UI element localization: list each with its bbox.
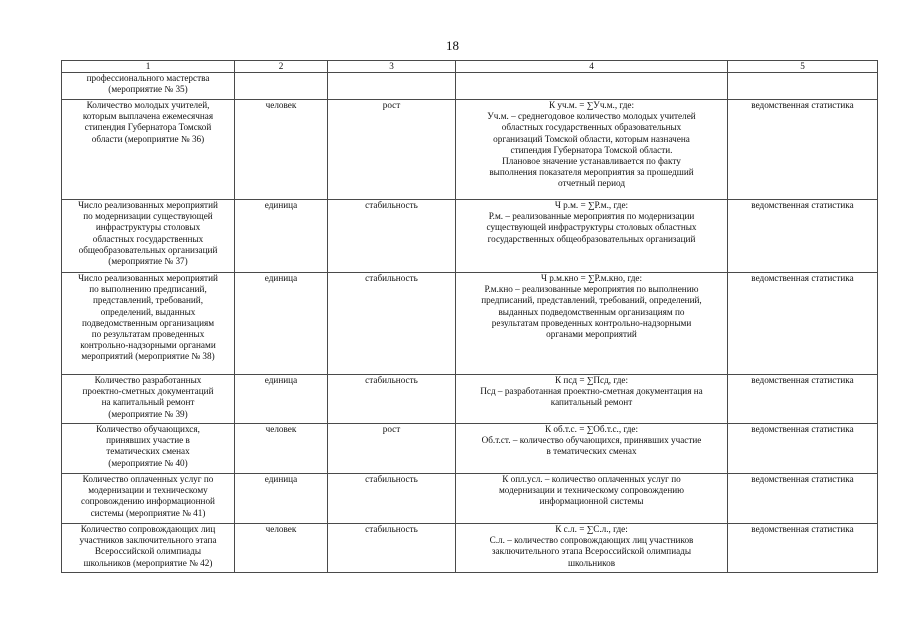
- column-number-4: 4: [456, 61, 728, 73]
- unit: единица: [235, 273, 328, 375]
- indicator-name: Количество сопровождающих лиц участников заключительного этапа Всероссийской олимпиады школьников (мероприятие № 42): [62, 524, 235, 573]
- table-row: [62, 524, 878, 573]
- unit: единица: [235, 375, 328, 424]
- column-number-1: 1: [62, 61, 235, 73]
- source: ведомственная статистика: [728, 524, 878, 573]
- source: ведомственная статистика: [728, 424, 878, 474]
- formula: К псд = ∑Псд, где: Псд – разработанная проектно-сметная документация на капитальный ремонт: [456, 375, 728, 424]
- trend: стабильность: [328, 524, 456, 573]
- source: ведомственная статистика: [728, 474, 878, 524]
- indicators-table: [61, 60, 878, 573]
- formula: [456, 73, 728, 100]
- table-row: [62, 424, 878, 474]
- indicator-name: Количество обучающихся, принявших участие в тематических сменах (мероприятие № 40): [62, 424, 235, 474]
- table-row: [62, 100, 878, 200]
- column-number-3: 3: [328, 61, 456, 73]
- table-row: [62, 273, 878, 375]
- unit: человек: [235, 100, 328, 200]
- column-number-5: 5: [728, 61, 878, 73]
- trend: рост: [328, 100, 456, 200]
- table-row: [62, 73, 878, 100]
- source: ведомственная статистика: [728, 100, 878, 200]
- trend: стабильность: [328, 474, 456, 524]
- formula: Ч р.м.кно = ∑Р.м.кно, где: Р.м.кно – реализованные мероприятия по выполнению предписаний, представлений, требований, определений, выданных подведомственным организациям по результатам проведенных контрольно-надзорными органами мероприятий: [456, 273, 728, 375]
- unit: человек: [235, 524, 328, 573]
- source: [728, 73, 878, 100]
- trend: рост: [328, 424, 456, 474]
- indicator-name: Количество оплаченных услуг по модернизации и техническому сопровождению информационной системы (мероприятие № 41): [62, 474, 235, 524]
- indicator-name: профессионального мастерства (мероприятие № 35): [62, 73, 235, 100]
- unit: единица: [235, 200, 328, 273]
- unit: [235, 73, 328, 100]
- source: ведомственная статистика: [728, 375, 878, 424]
- formula: К уч.м. = ∑Уч.м., где: Уч.м. – среднегодовое количество молодых учителей областных государственных образовательных организаций Томской области, которым назначена стипендия Губернатора Томской области. Плановое значение устанавливается по факту выполнения показателя мероприятия за прошедший отчетный период: [456, 100, 728, 200]
- indicator-name: Количество молодых учителей, которым выплачена ежемесячная стипендия Губернатора Томской области (мероприятие № 36): [62, 100, 235, 200]
- table-header-row: [62, 61, 878, 73]
- unit: единица: [235, 474, 328, 524]
- unit: человек: [235, 424, 328, 474]
- table-row: [62, 474, 878, 524]
- page-number: 18: [446, 38, 459, 53]
- source: ведомственная статистика: [728, 273, 878, 375]
- trend: [328, 73, 456, 100]
- table-row: [62, 200, 878, 273]
- indicator-name: Число реализованных мероприятий по модернизации существующей инфраструктуры столовых областных государственных общеобразовательных организаций (мероприятие № 37): [62, 200, 235, 273]
- trend: стабильность: [328, 200, 456, 273]
- table-row: [62, 375, 878, 424]
- column-number-2: 2: [235, 61, 328, 73]
- trend: стабильность: [328, 273, 456, 375]
- trend: стабильность: [328, 375, 456, 424]
- formula: К опл.усл. – количество оплаченных услуг по модернизации и техническому сопровождению информационной системы: [456, 474, 728, 524]
- formula: Ч р.м. = ∑Р.м., где: Р.м. – реализованные мероприятия по модернизации существующей инфраструктуры столовых областных государственных общеобразовательных организаций: [456, 200, 728, 273]
- indicator-name: Число реализованных мероприятий по выполнению предписаний, представлений, требований, определений, выданных подведомственным организациям по результатам проведенных контрольно-надзорными органами мероприятий (мероприятие № 38): [62, 273, 235, 375]
- formula: К об.т.с. = ∑Об.т.с., где: Об.т.ст. – количество обучающихся, принявших участие в тематических сменах: [456, 424, 728, 474]
- indicator-name: Количество разработанных проектно-сметных документаций на капитальный ремонт (мероприятие № 39): [62, 375, 235, 424]
- source: ведомственная статистика: [728, 200, 878, 273]
- formula: К с.л. = ∑С.л., где: С.л. – количество сопровождающих лиц участников заключительного этапа Всероссийской олимпиады школьников: [456, 524, 728, 573]
